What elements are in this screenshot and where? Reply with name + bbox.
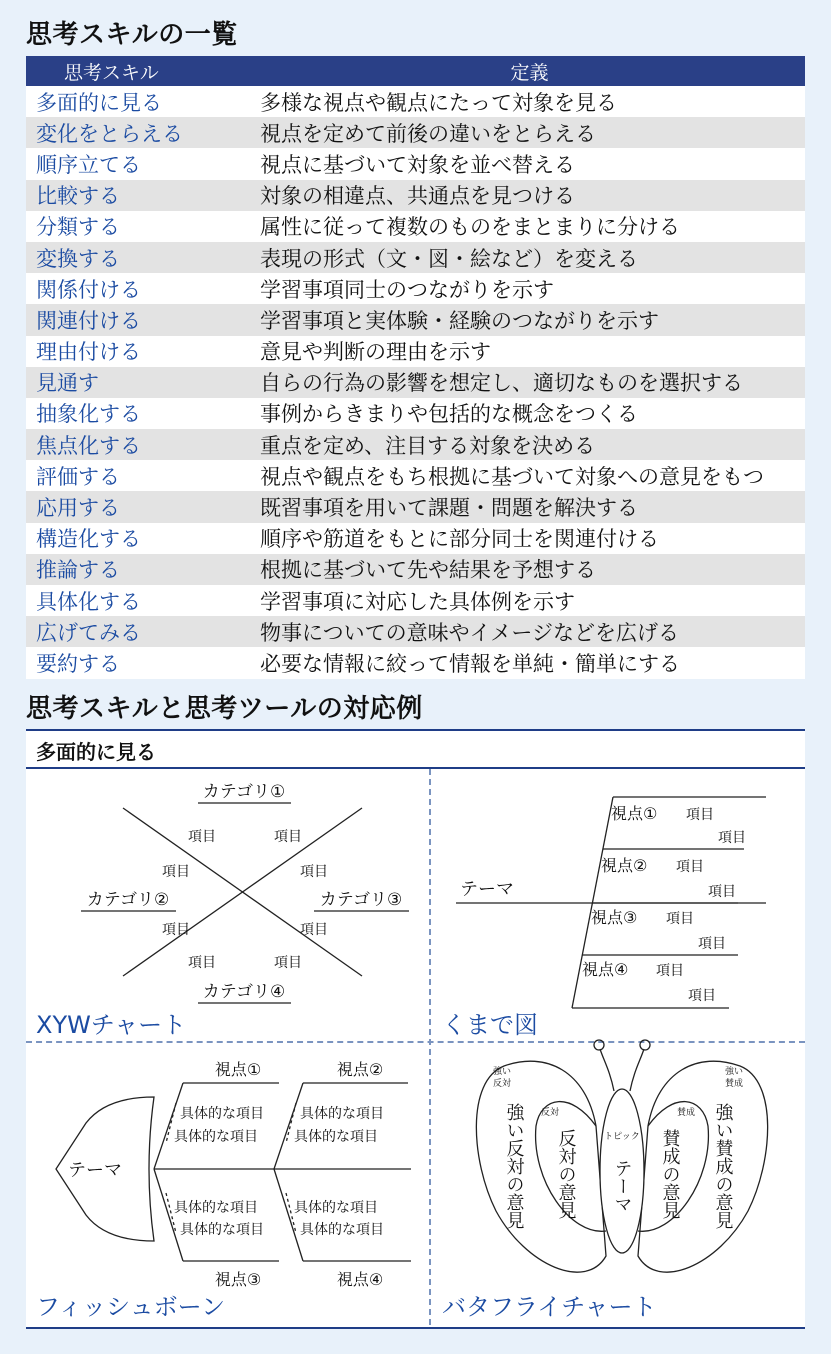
fishbone-v4: 視点④ <box>336 1270 384 1289</box>
skill-definition: 順序や筋道をもとに部分同士を関連付ける <box>254 523 805 554</box>
butterfly-against: 反対の意見 <box>555 1129 577 1219</box>
skill-name: 推論する <box>26 554 254 585</box>
xyw-item: 項目 <box>300 922 328 938</box>
kumade-v1: 視点① <box>611 804 658 823</box>
table-row <box>26 211 805 242</box>
skill-name: 比較する <box>26 180 254 211</box>
fishbone-item: 具体的な項目 <box>180 1222 264 1238</box>
fishbone-item: 具体的な項目 <box>174 1129 258 1145</box>
panel-subtitle: 多面的に見る <box>36 740 156 764</box>
fishbone-title: フィッシュボーン <box>36 1293 226 1321</box>
skill-definition: 事例からきまりや包括的な概念をつくる <box>254 398 805 429</box>
xyw-item: 項目 <box>274 829 302 845</box>
skill-definition: 多様な視点や観点にたって対象を見る <box>254 86 805 117</box>
fishbone-item: 具体的な項目 <box>294 1129 378 1145</box>
skill-name: 変化をとらえる <box>26 117 254 148</box>
kumade-item: 項目 <box>698 936 726 952</box>
fishbone-v1: 視点① <box>214 1060 262 1079</box>
kumade-v4: 視点④ <box>582 960 629 979</box>
fishbone-item: 具体的な項目 <box>174 1200 258 1216</box>
skill-name: 構造化する <box>26 523 254 554</box>
table-row <box>26 585 805 616</box>
skill-name: 抽象化する <box>26 398 254 429</box>
butterfly-strong-for-tag: 賛成 <box>724 1079 744 1089</box>
butterfly-topic: トピック <box>604 1132 640 1142</box>
butterfly-strong-against-tag: 反対 <box>492 1079 512 1089</box>
table-row <box>26 273 805 304</box>
skill-definition: 視点を定めて前後の違いをとらえる <box>254 117 805 148</box>
header-skill: 思考スキル <box>26 56 254 86</box>
table-row <box>26 86 805 117</box>
header-definition: 定義 <box>254 56 805 86</box>
skill-name: 変換する <box>26 242 254 273</box>
fishbone-v2: 視点② <box>336 1060 384 1079</box>
skill-definition: 既習事項を用いて課題・問題を解決する <box>254 491 805 522</box>
xyw-item: 項目 <box>188 829 216 845</box>
butterfly-strong-against-tag: 強い <box>492 1067 512 1077</box>
page-title: 思考スキルの一覧 <box>26 20 238 50</box>
table-row <box>26 117 805 148</box>
skill-name: 順序立てる <box>26 148 254 179</box>
butterfly-strong-for-tag: 強い <box>724 1067 744 1077</box>
table-row <box>26 460 805 491</box>
skill-definition: 対象の相違点、共通点を見つける <box>254 180 805 211</box>
table-row <box>26 148 805 179</box>
kumade-item: 項目 <box>718 830 746 846</box>
kumade-theme: テーマ <box>460 879 514 900</box>
table-row <box>26 304 805 335</box>
butterfly-theme: テーマ <box>611 1159 633 1213</box>
xyw-cat1: カテゴリ① <box>202 782 286 802</box>
skill-name: 関連付ける <box>26 304 254 335</box>
fishbone-item: 具体的な項目 <box>294 1200 378 1216</box>
skill-definition: 学習事項に対応した具体例を示す <box>254 585 805 616</box>
table-row <box>26 398 805 429</box>
xyw-item: 項目 <box>274 955 302 971</box>
fishbone-item: 具体的な項目 <box>180 1106 264 1122</box>
xyw-cat3: カテゴリ③ <box>319 890 403 910</box>
skills-table <box>26 56 805 679</box>
kumade-item: 項目 <box>666 911 694 927</box>
xyw-item: 項目 <box>300 864 328 880</box>
kumade-item: 項目 <box>676 859 704 875</box>
skill-definition: 表現の形式（文・図・絵など）を変える <box>254 242 805 273</box>
skill-definition: 意見や判断の理由を示す <box>254 336 805 367</box>
table-row <box>26 647 805 678</box>
kumade-v2: 視点② <box>601 856 648 875</box>
butterfly-title: バタフライチャート <box>442 1293 657 1321</box>
skill-definition: 学習事項同士のつながりを示す <box>254 273 805 304</box>
kumade-item: 項目 <box>686 807 714 823</box>
kumade-item: 項目 <box>688 988 716 1004</box>
fishbone-theme: テーマ <box>68 1160 122 1181</box>
table-row <box>26 429 805 460</box>
skill-definition: 自らの行為の影響を想定し、適切なものを選択する <box>254 367 805 398</box>
table-header-row <box>26 56 805 86</box>
fishbone-item: 具体的な項目 <box>300 1222 384 1238</box>
kumade-item: 項目 <box>656 963 684 979</box>
xyw-chart-title: XYWチャート <box>36 1011 187 1039</box>
fishbone-v3: 視点③ <box>214 1270 262 1289</box>
skill-definition: 学習事項と実体験・経験のつながりを示す <box>254 304 805 335</box>
table-row <box>26 523 805 554</box>
skill-name: 関係付ける <box>26 273 254 304</box>
butterfly-strong-for: 強い賛成の意見 <box>712 1103 734 1229</box>
tools-panel <box>26 729 805 1329</box>
table-row <box>26 367 805 398</box>
xyw-item: 項目 <box>188 955 216 971</box>
skill-name: 応用する <box>26 491 254 522</box>
xyw-item: 項目 <box>162 864 190 880</box>
table-row <box>26 616 805 647</box>
kumade-title: くまで図 <box>442 1011 538 1039</box>
xyw-cat4: カテゴリ④ <box>202 982 286 1002</box>
skill-name: 広げてみる <box>26 616 254 647</box>
skill-definition: 物事についての意味やイメージなどを広げる <box>254 616 805 647</box>
kumade-item: 項目 <box>708 884 736 900</box>
butterfly-against-tag: 反対 <box>540 1108 560 1118</box>
table-row <box>26 242 805 273</box>
fishbone-item: 具体的な項目 <box>300 1106 384 1122</box>
xyw-cat2: カテゴリ② <box>86 890 170 910</box>
table-row <box>26 336 805 367</box>
xyw-item: 項目 <box>162 922 190 938</box>
section-title: 思考スキルと思考ツールの対応例 <box>26 694 423 724</box>
table-row <box>26 180 805 211</box>
skill-definition: 必要な情報に絞って情報を単純・簡単にする <box>254 647 805 678</box>
skill-name: 要約する <box>26 647 254 678</box>
skill-name: 具体化する <box>26 585 254 616</box>
kumade-v3: 視点③ <box>591 908 638 927</box>
skill-name: 理由付ける <box>26 336 254 367</box>
skill-name: 評価する <box>26 460 254 491</box>
skill-name: 多面的に見る <box>26 86 254 117</box>
skill-definition: 根拠に基づいて先や結果を予想する <box>254 554 805 585</box>
skill-definition: 属性に従って複数のものをまとまりに分ける <box>254 211 805 242</box>
skill-definition: 視点に基づいて対象を並べ替える <box>254 148 805 179</box>
skill-name: 分類する <box>26 211 254 242</box>
skill-name: 焦点化する <box>26 429 254 460</box>
skill-name: 見通す <box>26 367 254 398</box>
butterfly-for: 賛成の意見 <box>659 1129 681 1219</box>
table-row <box>26 491 805 522</box>
skill-definition: 視点や観点をもち根拠に基づいて対象への意見をもつ <box>254 460 805 491</box>
table-row <box>26 554 805 585</box>
skill-definition: 重点を定め、注目する対象を決める <box>254 429 805 460</box>
butterfly-for-tag: 賛成 <box>676 1108 696 1118</box>
butterfly-strong-against: 強い反対の意見 <box>503 1103 525 1229</box>
